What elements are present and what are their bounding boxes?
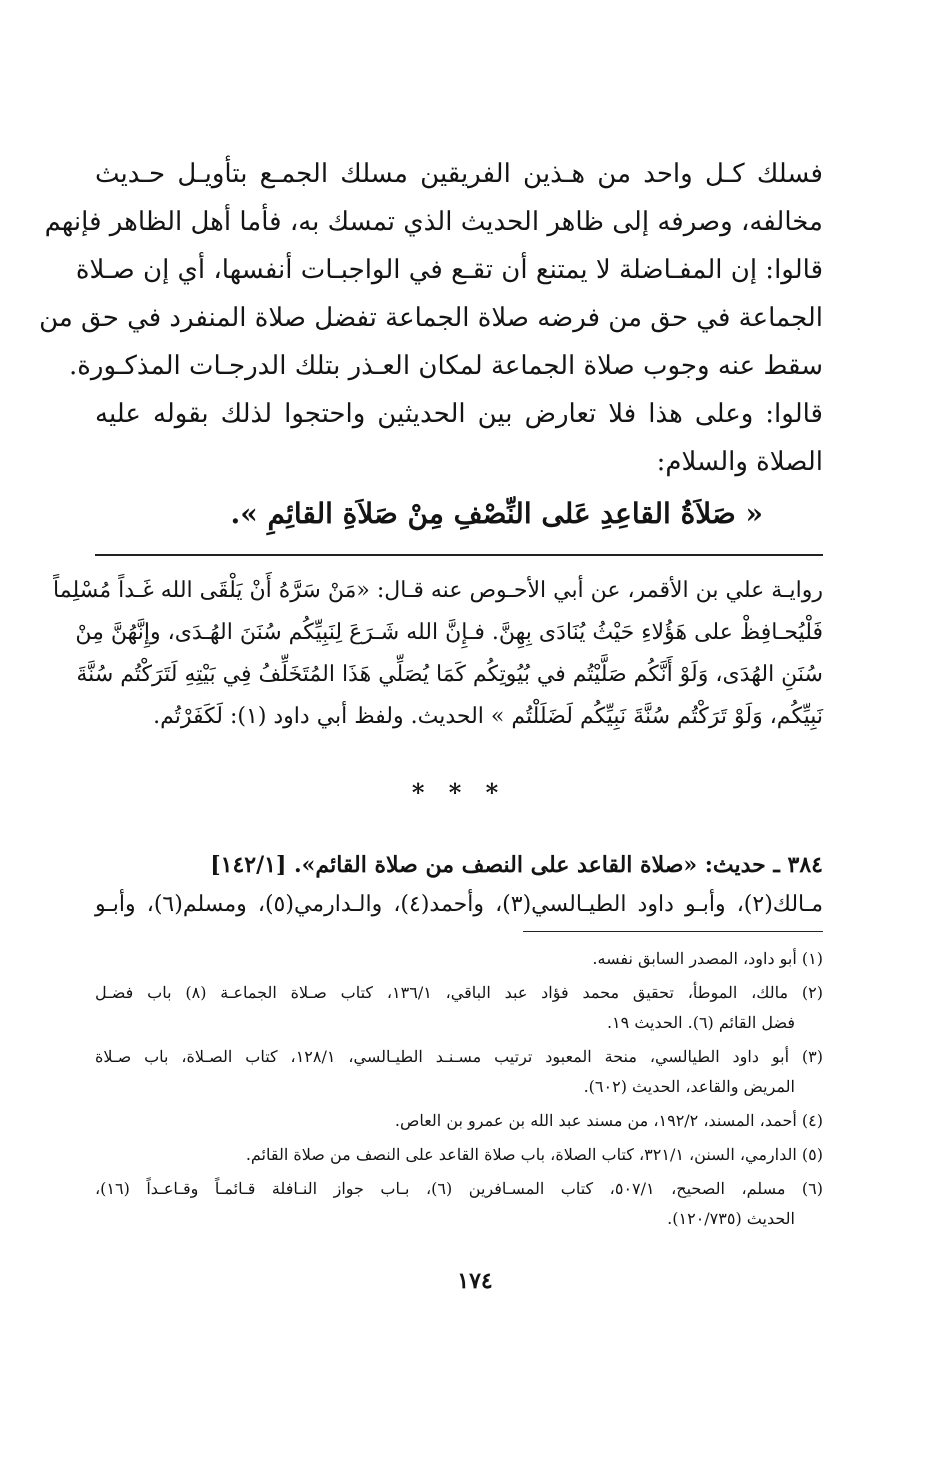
continuation-line: نَبِيِّكُم، وَلَوْ تَرَكْتُم سُنَّةَ نَبِيِّكُم لَضَلَلْتُم » الحديث. ولفظ أبي داود (١): لَكَفَرْتُم. [153,704,823,729]
footnote [95,978,823,1038]
footnote-line: (٤) أحمد، المسند، ١٩٢/٢، من مسند عبد الله بن عمرو بن العاص. [394,1111,823,1130]
footnote [95,944,823,974]
page-number: ١٧٤ [457,1268,493,1294]
footnote-line: (٥) الدارمي، السنن، ٣٢١/١، كتاب الصلاة، باب صلاة القاعد على النصف من صلاة القائم. [245,1145,823,1164]
footnote-line: (٦) مسلم، الصحيح، ٥٠٧/١، كتاب المسـافرين (٦)، بـاب جواز النـافلة قـائمـاً وقـاعـداً (١٦)، [95,1179,824,1198]
main-text-line: الصلاة والسلام: [656,447,823,477]
footnotes [95,944,823,1234]
footnote-line: الحديث (١٢٠/٧٣٥). [667,1209,795,1228]
main-text-line: فسلك كـل واحد من هـذين الفريقين مسلك الجمـع بتأويـل حـديث [95,159,823,189]
hadith-heading: ٣٨٤ ـ حديث: «صلاة القاعد على النصف من صلاة القائم». [١٤٢/١] [210,852,823,878]
hadith-quote: « صَلاَةُ القاعِدِ عَلى النِّصْفِ مِنْ صَلاَةِ القائِمِ ». [230,497,763,530]
hadith-sources: مـالك(٢)، وأبـو داود الطيـالسي(٣)، وأحمد(٤)، والـدارمي(٥)، ومسلم(٦)، وأبـو [95,892,823,917]
footnote-line: المريض والقاعد، الحديث (٦٠٢). [583,1077,795,1096]
document-page [39,150,824,1238]
footnote-line: فضل القائم (٦). الحديث ١٩. [606,1013,795,1032]
section-divider [95,554,823,556]
main-text-line: قالوا: وعلى هذا فلا تعارض بين الحديثين واحتجوا لذلك بقوله عليه [95,399,823,429]
main-text-line: سقط عنه وجوب صلاة الجماعة لمكان العـذر بتلك الدرجـات المذكـورة. [69,351,823,381]
continuation-line: سُنَنِ الهُدَى، وَلَوْ أَنَّكُم صَلَّيْتُم في بُيُوتِكُم كَمَا يُصَلِّي هَذَا المُتَخَلِّفُ فِي بَيْتِهِ لَتَرَكْتُم سُنَّةَ [76,662,823,687]
footnote-line: (٣) أبو داود الطيالسي، منحة المعبود ترتيب مسـنـد الطيـالسي، ١٢٨/١، كتاب الصـلاة، باب صـلاة [95,1047,823,1066]
continuation-line: روايـة علي بن الأقمر، عن أبي الأحـوص عنه قـال: «مَنْ سَرَّهُ أَنْ يَلْقَى الله غَـداً مُسْلِماً [53,578,823,603]
footnote-line: (١) أبو داود، المصدر السابق نفسه. [592,949,823,968]
main-text-line: الجماعة في حق من فرضه صلاة الجماعة تفضل صلاة المنفرد في حق من [39,303,823,333]
footnote [95,1140,823,1170]
main-paragraph [39,150,823,486]
footnote-divider [523,931,823,932]
footnote [95,1174,823,1234]
section-separator-stars: * * * [411,778,507,807]
main-text-line: قالوا: إن المفـاضلة لا يمتنع أن تقـع في الواجبـات أنفسها، أي إن صـلاة [75,255,823,285]
footnote [95,1106,823,1136]
footnote [95,1042,823,1102]
footnote-line: (٢) مالك، الموطأ، تحقيق محمد فؤاد عبد الباقي، ١٣٦/١، كتاب صـلاة الجماعـة (٨) باب فضـل [95,983,824,1002]
continued-footnote-text [53,570,823,738]
main-text-line: مخالفه، وصرفه إلى ظاهر الحديث الذي تمسك به، فأما أهل الظاهر فإنهم [44,207,823,237]
continuation-line: فَلْيُحـافِظْ على هَؤُلاءِ حَيْثُ يُنَادَى بِهِنَّ. فـإِنَّ الله شَـرَعَ لِنَبِيِّكُم سُنَنَ الهُـدَى، وإِنَّهُنَّ مِنْ [75,620,823,645]
